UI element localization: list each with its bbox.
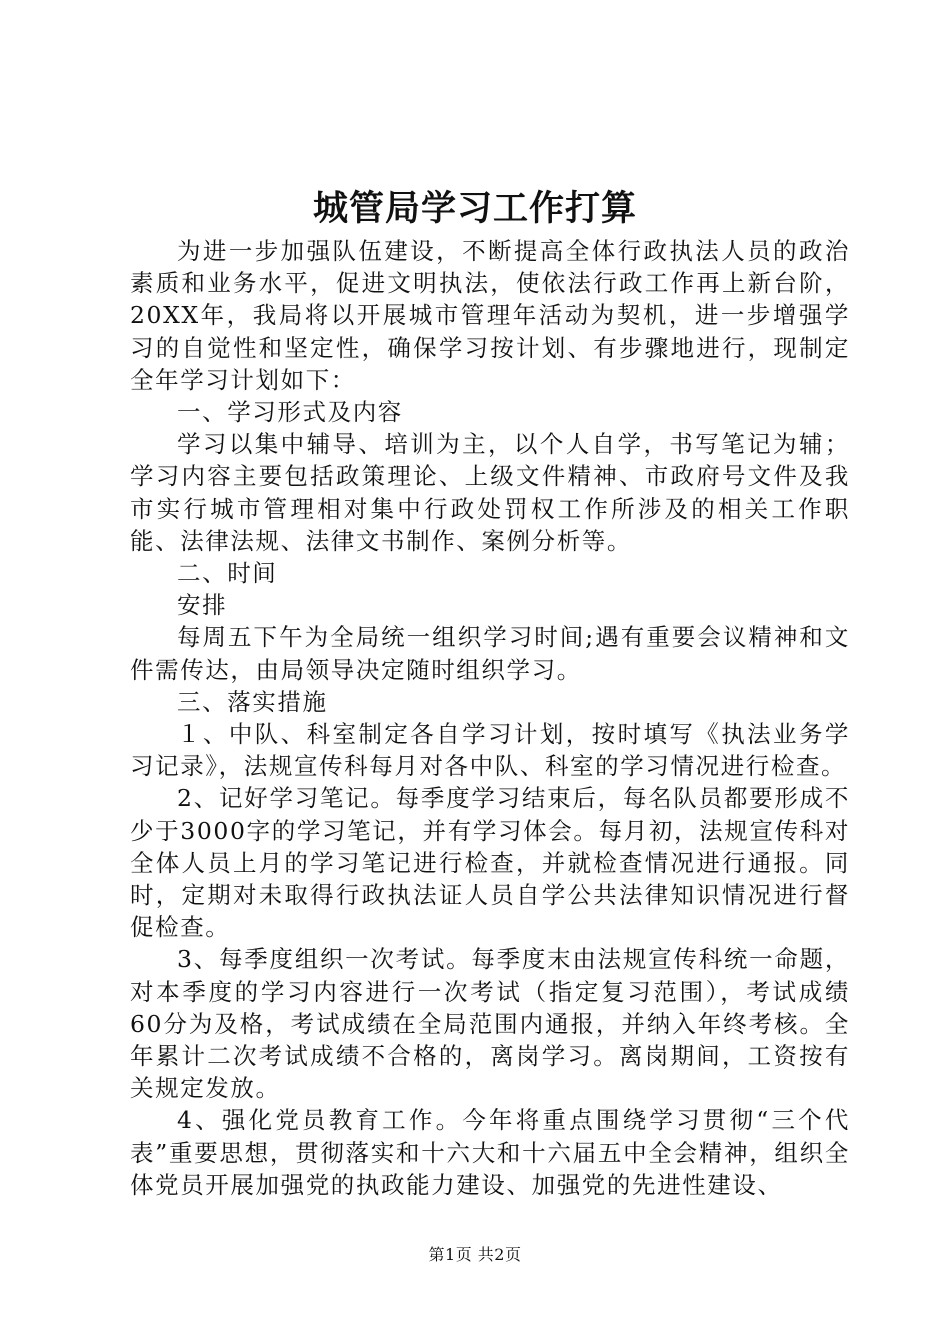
paragraph-schedule: 每周五下午为全局统一组织学习时间;遇有重要会议精神和文件需传达，由局领导决定随时组织学习。 [130, 623, 850, 684]
section-heading-arrangement: 安排 [177, 591, 228, 620]
paragraph-measure-3: 3、每季度组织一次考试。每季度末由法规宣传科统一命题，对本季度的学习内容进行一次考试（指定复习范围），考试成绩60分为及格，考试成绩在全局范围内通报，并纳入年终考核。全年累计二次考试成绩不合格的，离岗学习。离岗期间，工资按有关规定发放。 [130, 945, 850, 1103]
section-heading-measures: 三、落实措施 [177, 687, 328, 716]
document-title: 城管局学习工作打算 [312, 188, 637, 229]
paragraph-measure-1: １、中队、科室制定各自学习计划，按时填写《执法业务学习记录》，法规宣传科每月对各中队、科室的学习情况进行检查。 [130, 720, 850, 781]
paragraph-intro: 为进一步加强队伍建设，不断提高全体行政执法人员的政治素质和业务水平，促进文明执法，使依法行政工作再上新台阶，20XX年，我局将以开展城市管理年活动为契机，进一步增强学习的自觉性和坚定性，确保学习按计划、有步骤地进行，现制定全年学习计划如下： [130, 237, 850, 394]
paragraph-measure-4: 4、强化党员教育工作。今年将重点围绕学习贯彻“三个代表”重要思想，贯彻落实和十六大和十六届五中全会精神，组织全体党员开展加强党的执政能力建设、加强党的先进性建设、 [130, 1106, 850, 1199]
document-body [130, 235, 850, 1201]
section-heading-time: 二、时间 [177, 559, 278, 588]
page-footer: 第1页 共2页 [428, 1245, 522, 1264]
section-heading-form-content: 一、学习形式及内容 [177, 398, 403, 427]
paragraph-form-content: 学习以集中辅导、培训为主，以个人自学，书写笔记为辅；学习内容主要包括政策理论、上级文件精神、市政府号文件及我市实行城市管理相对集中行政处罚权工作所涉及的相关工作职能、法律法规、法律文书制作、案例分析等。 [130, 430, 850, 555]
paragraph-measure-2: 2、记好学习笔记。每季度学习结束后，每名队员都要形成不少于3000字的学习笔记，并有学习体会。每月初，法规宣传科对全体人员上月的学习笔记进行检查，并就检查情况进行通报。同时，定期对未取得行政执法证人员自学公共法律知识情况进行督促检查。 [130, 784, 850, 942]
